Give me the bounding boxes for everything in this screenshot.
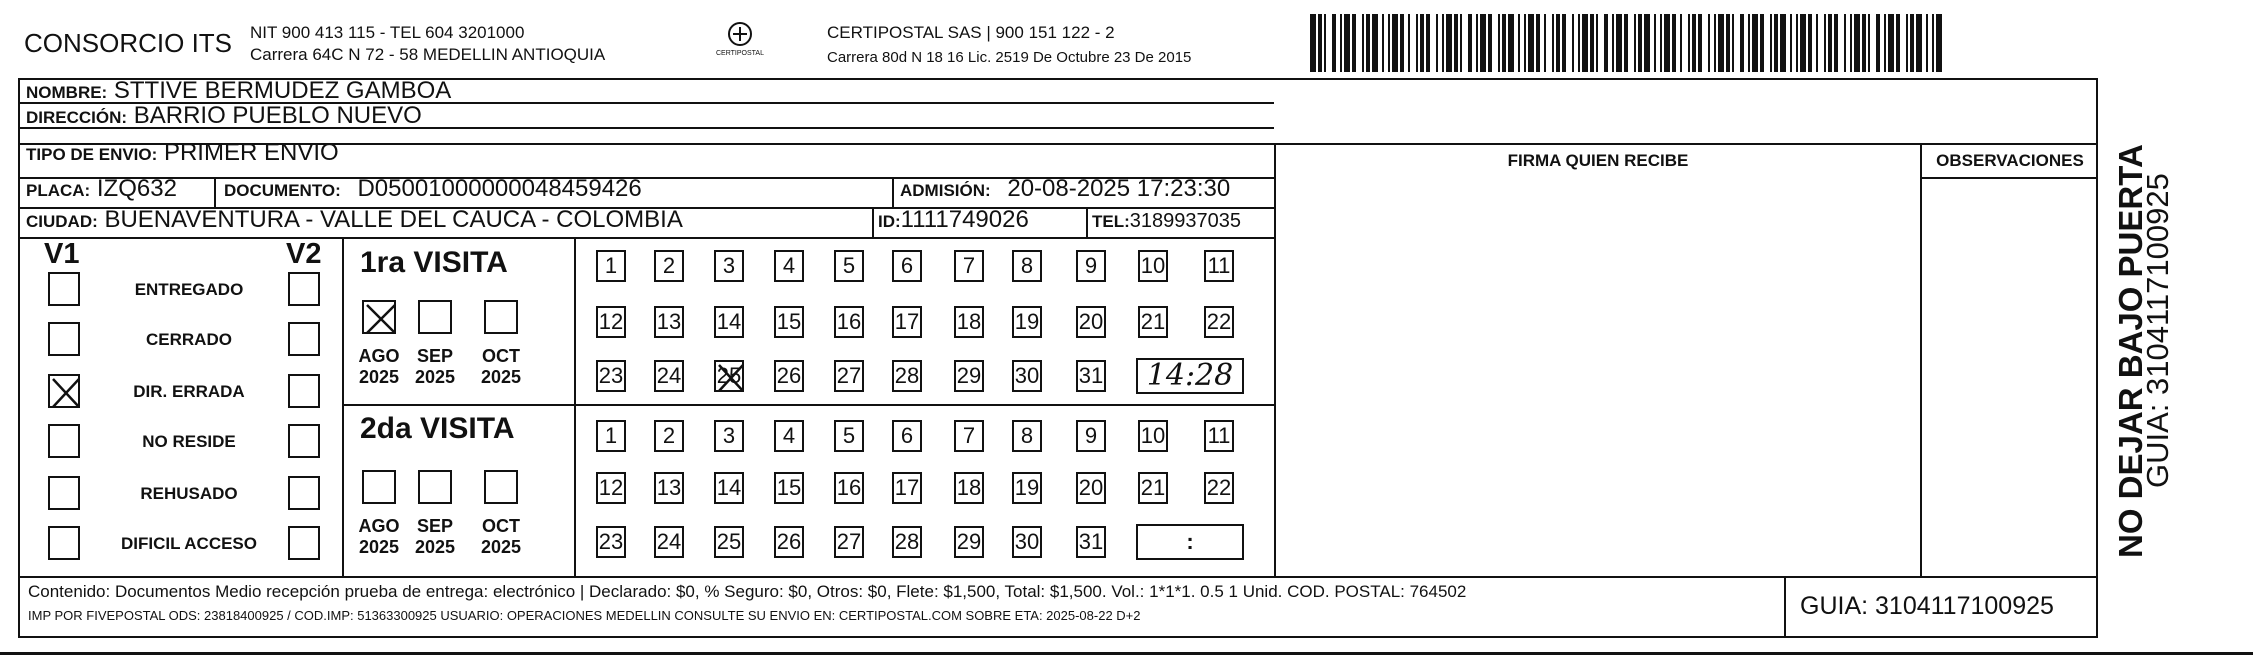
day-box[interactable] bbox=[1138, 472, 1168, 504]
day-box[interactable] bbox=[1076, 420, 1106, 452]
company-name: CONSORCIO ITS bbox=[24, 28, 233, 58]
day-number: 2 bbox=[662, 423, 676, 448]
id-field bbox=[878, 206, 1029, 234]
day-number: 22 bbox=[1206, 309, 1232, 334]
day-box[interactable] bbox=[834, 420, 864, 452]
day-box[interactable] bbox=[714, 420, 744, 452]
day-number: 5 bbox=[842, 253, 856, 278]
day-box[interactable] bbox=[596, 306, 626, 338]
day-box[interactable] bbox=[596, 250, 626, 282]
month-label: AGO bbox=[358, 516, 400, 536]
shipment-type-field bbox=[26, 139, 339, 167]
month-checkbox[interactable] bbox=[484, 300, 518, 334]
day-box[interactable] bbox=[654, 250, 684, 282]
month-checkbox[interactable] bbox=[484, 470, 518, 504]
day-number: 23 bbox=[598, 529, 624, 554]
day-box[interactable] bbox=[834, 250, 864, 282]
barcode bbox=[1310, 14, 1944, 72]
signature-label: FIRMA QUIEN RECIBE bbox=[1507, 151, 1689, 170]
day-number: 14 bbox=[716, 309, 742, 334]
status-v2-checkbox[interactable] bbox=[288, 272, 320, 306]
city-field bbox=[26, 206, 683, 234]
year-label: 2025 bbox=[414, 367, 456, 387]
status-v2-checkbox[interactable] bbox=[288, 322, 320, 356]
day-number: 7 bbox=[962, 423, 976, 448]
day-number: 9 bbox=[1084, 423, 1098, 448]
day-box[interactable] bbox=[714, 250, 744, 282]
tel-label: TEL: bbox=[1092, 212, 1130, 231]
status-v1-checkbox[interactable] bbox=[48, 476, 80, 510]
day-box[interactable] bbox=[654, 420, 684, 452]
day-box[interactable] bbox=[1012, 472, 1042, 504]
day-box[interactable] bbox=[892, 472, 922, 504]
status-v1-checkbox[interactable] bbox=[48, 526, 80, 560]
day-box[interactable] bbox=[1012, 306, 1042, 338]
day-number: 23 bbox=[598, 363, 624, 388]
day-box[interactable] bbox=[654, 526, 684, 558]
day-number: 8 bbox=[1020, 423, 1034, 448]
year-label: 2025 bbox=[358, 537, 400, 557]
status-option-label: DIFICIL ACCESO bbox=[120, 534, 257, 553]
year-label: 2025 bbox=[480, 537, 522, 557]
day-box[interactable] bbox=[834, 526, 864, 558]
day-number: 12 bbox=[598, 309, 624, 334]
day-box[interactable] bbox=[1138, 306, 1168, 338]
day-number: 30 bbox=[1014, 529, 1040, 554]
admission-label: ADMISIÓN: bbox=[900, 181, 991, 200]
day-number: 18 bbox=[956, 309, 982, 334]
day-box[interactable] bbox=[1076, 526, 1106, 558]
shipment-type: PRIMER ENVIO bbox=[163, 139, 339, 166]
day-number: 26 bbox=[776, 363, 802, 388]
day-number: 12 bbox=[598, 475, 624, 500]
day-box[interactable] bbox=[774, 250, 804, 282]
day-box[interactable] bbox=[834, 306, 864, 338]
v2-header: V2 bbox=[286, 238, 322, 270]
day-number: 16 bbox=[836, 309, 862, 334]
recipient-name: STTIVE BERMUDEZ GAMBOA bbox=[113, 77, 452, 104]
day-box[interactable] bbox=[954, 250, 984, 282]
year-label: 2025 bbox=[358, 367, 400, 387]
certipostal-logo bbox=[710, 20, 770, 66]
document-label: DOCUMENTO: bbox=[224, 181, 341, 200]
day-box[interactable] bbox=[1204, 420, 1234, 452]
day-number: 3 bbox=[722, 253, 736, 278]
month-checkbox[interactable] bbox=[362, 470, 396, 504]
day-box[interactable] bbox=[1012, 360, 1042, 392]
day-number: 20 bbox=[1078, 475, 1104, 500]
month-label: SEP bbox=[416, 346, 454, 366]
checked-x-icon bbox=[364, 302, 398, 336]
side-warning: NO DEJAR BAJO PUERTA bbox=[2112, 144, 2149, 558]
day-box[interactable] bbox=[774, 360, 804, 392]
day-number: 4 bbox=[782, 423, 796, 448]
day-box[interactable] bbox=[714, 526, 744, 558]
tel-field bbox=[1092, 210, 1241, 233]
day-box[interactable] bbox=[954, 472, 984, 504]
year-label: 2025 bbox=[414, 537, 456, 557]
day-box[interactable] bbox=[1204, 250, 1234, 282]
plate-value: IZQ632 bbox=[96, 175, 177, 202]
day-number: 31 bbox=[1078, 529, 1104, 554]
id-label: ID: bbox=[878, 212, 901, 231]
day-number: 16 bbox=[836, 475, 862, 500]
observations-label: OBSERVACIONES bbox=[1936, 151, 2084, 170]
day-box[interactable] bbox=[596, 472, 626, 504]
day-number: 24 bbox=[656, 529, 682, 554]
day-box[interactable] bbox=[954, 526, 984, 558]
recipient-address-field bbox=[26, 102, 422, 130]
plate-label: PLACA: bbox=[26, 181, 91, 200]
day-box[interactable] bbox=[1076, 306, 1106, 338]
day-box[interactable] bbox=[1138, 250, 1168, 282]
day-number: 27 bbox=[836, 529, 862, 554]
day-number: 10 bbox=[1140, 423, 1166, 448]
city-label: CIUDAD: bbox=[26, 212, 98, 231]
company-nit: NIT 900 413 115 - TEL 604 3201000 bbox=[250, 23, 525, 42]
day-number: 13 bbox=[656, 309, 682, 334]
day-box[interactable] bbox=[654, 472, 684, 504]
day-number: 14 bbox=[716, 475, 742, 500]
barcode-icon bbox=[1310, 14, 1944, 72]
day-box[interactable] bbox=[954, 306, 984, 338]
day-number: 13 bbox=[656, 475, 682, 500]
print-info-line: IMP POR FIVEPOSTAL ODS: 23818400925 / COD.IMP: 51363300925 USUARIO: OPERACIONES MEDELLIN CONSULTE SU ENVIO EN: CERTIPOSTAL.COM SOBRE ETA: 2025-08-22 D+2 bbox=[28, 608, 1141, 623]
visit2-title: 2da VISITA bbox=[360, 412, 515, 445]
day-number: 29 bbox=[956, 363, 982, 388]
visit1-title: 1ra VISITA bbox=[360, 246, 508, 279]
day-number: 8 bbox=[1020, 253, 1034, 278]
day-box[interactable] bbox=[834, 360, 864, 392]
signature-area[interactable] bbox=[1278, 180, 1918, 574]
day-box[interactable] bbox=[892, 360, 922, 392]
status-option-label: REHUSADO bbox=[140, 484, 238, 503]
recipient-address: BARRIO PUEBLO NUEVO bbox=[133, 102, 422, 129]
guide-number: GUIA: 3104117100925 bbox=[1800, 592, 2054, 620]
day-number: 11 bbox=[1207, 253, 1231, 278]
document-value: D05001000000048459426 bbox=[357, 175, 642, 202]
day-box[interactable] bbox=[1138, 420, 1168, 452]
admission-value: 20-08-2025 17:23:30 bbox=[1007, 175, 1231, 202]
day-box[interactable] bbox=[654, 306, 684, 338]
month-checkbox[interactable] bbox=[418, 470, 452, 504]
day-number: 17 bbox=[894, 309, 920, 334]
day-box[interactable] bbox=[954, 420, 984, 452]
day-box[interactable] bbox=[596, 360, 626, 392]
day-number: 9 bbox=[1084, 253, 1098, 278]
day-number: 22 bbox=[1206, 475, 1232, 500]
status-v1-checkbox[interactable] bbox=[48, 272, 80, 306]
certipostal-license: Carrera 80d N 18 16 Lic. 2519 De Octubre 23 De 2015 bbox=[827, 49, 1192, 66]
day-box[interactable] bbox=[1012, 250, 1042, 282]
day-box[interactable] bbox=[834, 472, 864, 504]
month-label: OCT bbox=[482, 516, 520, 536]
day-number: 17 bbox=[894, 475, 920, 500]
day-number: 1 bbox=[604, 423, 618, 448]
id-value: 1111749026 bbox=[900, 206, 1029, 233]
document-field bbox=[224, 175, 642, 203]
day-box[interactable] bbox=[774, 526, 804, 558]
status-option-label: ENTREGADO bbox=[134, 280, 244, 299]
certipostal-info: CERTIPOSTAL SAS | 900 151 122 - 2 bbox=[827, 23, 1115, 42]
logo-text: CERTIPOSTAL bbox=[716, 50, 764, 57]
month-checkbox[interactable] bbox=[418, 300, 452, 334]
day-number: 28 bbox=[894, 363, 920, 388]
day-box[interactable] bbox=[1076, 472, 1106, 504]
day-box[interactable] bbox=[654, 360, 684, 392]
day-number: 6 bbox=[900, 423, 914, 448]
day-box[interactable] bbox=[596, 420, 626, 452]
month-label: SEP bbox=[416, 516, 454, 536]
day-box[interactable] bbox=[774, 420, 804, 452]
day-box[interactable] bbox=[954, 360, 984, 392]
status-option-label: NO RESIDE bbox=[142, 432, 236, 451]
day-number: 29 bbox=[956, 529, 982, 554]
visit2-time[interactable]: : bbox=[1136, 524, 1244, 560]
day-number: 19 bbox=[1014, 475, 1040, 500]
status-v2-checkbox[interactable] bbox=[288, 526, 320, 560]
day-box[interactable] bbox=[1076, 250, 1106, 282]
day-number: 31 bbox=[1078, 363, 1104, 388]
day-number: 25 bbox=[716, 529, 742, 554]
recipient-address-label: DIRECCIÓN: bbox=[26, 108, 128, 127]
day-box[interactable] bbox=[596, 526, 626, 558]
status-option-label: CERRADO bbox=[146, 330, 232, 349]
status-v2-checkbox[interactable] bbox=[288, 476, 320, 510]
day-number: 7 bbox=[962, 253, 976, 278]
day-number: 25 bbox=[716, 363, 742, 388]
status-option-label: DIR. ERRADA bbox=[133, 382, 245, 401]
visit1-time[interactable]: 14:28 bbox=[1136, 358, 1244, 394]
side-guide-number: GUIA: 3104117100925 bbox=[2140, 173, 2175, 488]
day-box[interactable] bbox=[1012, 420, 1042, 452]
day-number: 27 bbox=[836, 363, 862, 388]
day-number: 26 bbox=[776, 529, 802, 554]
tel-value: 3189937035 bbox=[1129, 210, 1242, 232]
v1-header: V1 bbox=[44, 238, 80, 270]
observations-area[interactable] bbox=[1922, 180, 2096, 574]
day-box[interactable] bbox=[714, 360, 744, 392]
status-v1-checkbox[interactable] bbox=[48, 424, 80, 458]
day-number: 3 bbox=[722, 423, 736, 448]
day-box[interactable] bbox=[1076, 360, 1106, 392]
day-number: 15 bbox=[776, 309, 802, 334]
status-v1-checkbox[interactable] bbox=[48, 374, 80, 408]
day-box[interactable] bbox=[892, 420, 922, 452]
contents-line: Contenido: Documentos Medio recepción prueba de entrega: electrónico | Declarado: $0, % Seguro: $0, Otros: $0, Flete: $1,500, Total: $1,500. Vol.: 1*1*1. 0.5 1 Unid. COD. POSTAL: 764502 bbox=[28, 582, 1467, 601]
status-v1-checkbox[interactable] bbox=[48, 322, 80, 356]
day-number: 30 bbox=[1014, 363, 1040, 388]
shipment-type-label: TIPO DE ENVIO: bbox=[26, 145, 158, 164]
day-box[interactable] bbox=[1204, 472, 1234, 504]
day-number: 21 bbox=[1140, 309, 1166, 334]
month-checkbox[interactable] bbox=[362, 300, 396, 334]
day-number: 28 bbox=[894, 529, 920, 554]
day-number: 21 bbox=[1140, 475, 1166, 500]
day-box[interactable] bbox=[714, 306, 744, 338]
recipient-name-field bbox=[26, 77, 451, 105]
month-label: OCT bbox=[482, 346, 520, 366]
day-box[interactable] bbox=[714, 472, 744, 504]
certipostal-logo-icon bbox=[710, 20, 770, 66]
status-v2-checkbox[interactable] bbox=[288, 424, 320, 458]
plate-field bbox=[26, 175, 177, 203]
company-address: Carrera 64C N 72 - 58 MEDELLIN ANTIOQUIA bbox=[250, 45, 606, 64]
day-number: 2 bbox=[662, 253, 676, 278]
year-label: 2025 bbox=[480, 367, 522, 387]
day-number: 1 bbox=[604, 253, 618, 278]
month-label: AGO bbox=[358, 346, 400, 366]
day-box[interactable] bbox=[774, 472, 804, 504]
day-x-mark-icon bbox=[716, 362, 746, 394]
day-number: 24 bbox=[656, 363, 682, 388]
day-box[interactable] bbox=[892, 526, 922, 558]
recipient-name-label: NOMBRE: bbox=[26, 83, 108, 102]
day-number: 6 bbox=[900, 253, 914, 278]
day-box[interactable] bbox=[892, 306, 922, 338]
status-v2-checkbox[interactable] bbox=[288, 374, 320, 408]
admission-field bbox=[900, 175, 1230, 203]
day-number: 10 bbox=[1140, 253, 1166, 278]
day-number: 5 bbox=[842, 423, 856, 448]
day-number: 19 bbox=[1014, 309, 1040, 334]
day-number: 11 bbox=[1207, 423, 1231, 448]
day-box[interactable] bbox=[1012, 526, 1042, 558]
day-number: 15 bbox=[776, 475, 802, 500]
day-box[interactable] bbox=[774, 306, 804, 338]
day-box[interactable] bbox=[892, 250, 922, 282]
day-box[interactable] bbox=[1204, 306, 1234, 338]
day-number: 18 bbox=[956, 475, 982, 500]
city-value: BUENAVENTURA - VALLE DEL CAUCA - COLOMBIA bbox=[104, 206, 683, 233]
day-number: 4 bbox=[782, 253, 796, 278]
checked-x-icon bbox=[50, 376, 82, 410]
day-number: 20 bbox=[1078, 309, 1104, 334]
